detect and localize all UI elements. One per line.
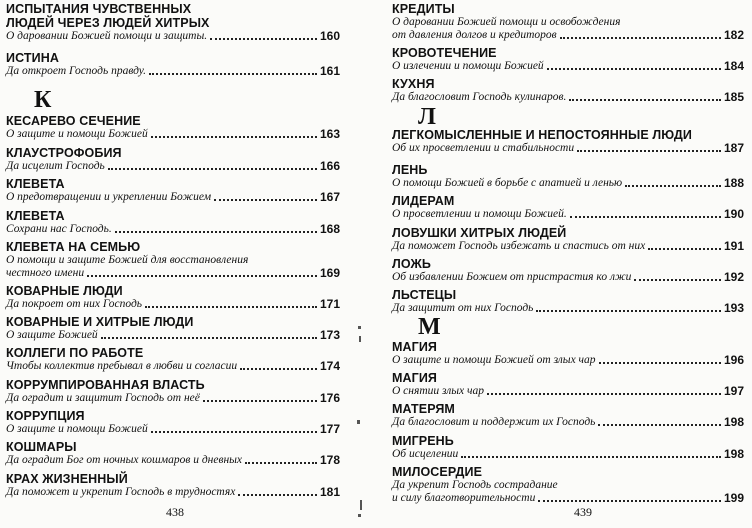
entry-row — [392, 416, 744, 429]
entry-description: О просветлении и помощи Божией. — [392, 208, 567, 220]
entry-title: КОШМАРЫ — [6, 440, 77, 454]
entry-title: КОВАРНЫЕ ЛЮДИ — [6, 284, 123, 298]
entry-row — [392, 448, 744, 461]
entry-description: Да поможет и укрепит Господь в трудностях — [6, 486, 236, 498]
entry-title: МИЛОСЕРДИЕ — [392, 465, 483, 479]
entry-title: КЛЕВЕТА — [6, 177, 65, 191]
toc-entry — [392, 402, 744, 429]
page-number: 169 — [319, 266, 340, 280]
page-number: 173 — [319, 328, 340, 342]
entry-title: ИСТИНА — [6, 51, 59, 65]
leader-dots — [536, 310, 721, 312]
toc-entry — [6, 240, 340, 280]
entry-description: Да поможет Господь избежать и спастись от них — [392, 240, 646, 252]
toc-entry — [392, 163, 744, 190]
toc-entry — [392, 128, 744, 155]
entry-title: КУХНЯ — [392, 77, 435, 91]
entry-row — [6, 191, 340, 204]
entry-description-cont: и силу благотворительности — [392, 492, 536, 504]
leader-dots — [487, 393, 721, 395]
page-number-folio: 438 — [166, 505, 184, 519]
leader-dots — [240, 368, 317, 370]
entry-description: О защите и помощи Божией — [6, 423, 148, 435]
right-page — [392, 0, 744, 528]
page-number: 171 — [319, 297, 340, 311]
leader-dots — [238, 494, 317, 496]
toc-entry — [6, 146, 340, 173]
page-number: 184 — [723, 59, 744, 73]
page-number: 168 — [319, 222, 340, 236]
page-number: 188 — [723, 176, 744, 190]
page-number-folio: 439 — [574, 505, 592, 519]
page-number: 197 — [723, 384, 744, 398]
toc-entry — [6, 472, 340, 499]
entry-row — [6, 65, 340, 78]
section-letter-m: М — [418, 314, 441, 340]
entry-description: Да оградит и защитит Господь от неё — [6, 392, 200, 404]
entry-row — [392, 271, 744, 284]
leader-dots — [145, 306, 317, 308]
leader-dots — [547, 68, 721, 70]
page-number: 193 — [723, 301, 744, 315]
toc-entry — [392, 340, 744, 367]
page-number: 187 — [723, 141, 744, 155]
entry-description-cont: от давления долгов и кредиторов — [392, 29, 557, 41]
page-number: 190 — [723, 207, 744, 221]
entry-description: Да откроет Господь правду. — [6, 65, 147, 77]
leader-dots — [210, 38, 317, 40]
leader-dots — [598, 424, 721, 426]
toc-entry — [392, 288, 744, 315]
toc-entry — [6, 378, 340, 405]
toc-entry — [392, 226, 744, 253]
entry-row — [392, 60, 744, 73]
toc-entry — [6, 2, 340, 43]
page-number: 166 — [319, 159, 340, 173]
entry-description: О даровании Божией помощи и защиты. — [6, 30, 208, 42]
toc-entry — [392, 434, 744, 461]
page-number: 198 — [723, 415, 744, 429]
entry-row — [392, 354, 744, 367]
page-number: 178 — [319, 453, 340, 467]
page-number: 199 — [723, 491, 744, 505]
toc-entry — [6, 315, 340, 342]
entry-row — [392, 385, 744, 398]
entry-title: МАТЕРЯМ — [392, 402, 455, 416]
page-number: 167 — [319, 190, 340, 204]
leader-dots — [577, 150, 721, 152]
left-page — [6, 0, 340, 528]
entry-row — [6, 360, 340, 373]
entry-row — [6, 267, 340, 280]
toc-entry — [6, 177, 340, 204]
entry-title: ЛОЖЬ — [392, 257, 432, 271]
entry-description: О предотвращении и укреплении Божием — [6, 191, 212, 203]
page-number: 176 — [319, 391, 340, 405]
entry-description: О излечении и помощи Божией — [392, 60, 544, 72]
toc-entry — [6, 209, 340, 236]
leader-dots — [151, 136, 317, 138]
page-number: 181 — [319, 485, 340, 499]
entry-title: КРЕДИТЫ — [392, 2, 455, 16]
entry-title: КОРРУМПИРОВАННАЯ ВЛАСТЬ — [6, 378, 205, 392]
entry-description: Об их просветлении и стабильности — [392, 142, 575, 154]
leader-dots — [634, 279, 721, 281]
entry-row — [392, 492, 744, 505]
entry-description: Чтобы коллектив пребывал в любви и согласии — [6, 360, 238, 372]
toc-entry — [392, 371, 744, 398]
entry-title: КРОВОТЕЧЕНИЕ — [392, 46, 497, 60]
page-number: 185 — [723, 90, 744, 104]
entry-row — [392, 208, 744, 221]
entry-row — [6, 128, 340, 141]
page-number: 198 — [723, 447, 744, 461]
section-letter-l: Л — [418, 104, 436, 130]
page-number: 163 — [319, 127, 340, 141]
entry-title: КОРРУПЦИЯ — [6, 409, 85, 423]
entry-row — [392, 240, 744, 253]
entry-row — [392, 177, 744, 190]
entry-title: ИСПЫТАНИЯ ЧУВСТВЕННЫХ ЛЮДЕЙ ЧЕРЕЗ ЛЮДЕЙ ХИТРЫХ — [6, 2, 210, 30]
leader-dots — [108, 168, 317, 170]
entry-title: ЛОВУШКИ ХИТРЫХ ЛЮДЕЙ — [392, 226, 567, 240]
page-number: 192 — [723, 270, 744, 284]
toc-entry — [392, 465, 744, 505]
page-number: 161 — [319, 64, 340, 78]
entry-description-cont: честного имени — [6, 267, 85, 279]
entry-title: МАГИЯ — [392, 371, 437, 385]
leader-dots — [648, 248, 721, 250]
entry-description: Да укрепит Господь сострадание — [392, 479, 558, 491]
entry-row — [6, 329, 340, 342]
toc-entry — [392, 257, 744, 284]
entry-row — [6, 486, 340, 499]
entry-title: ЛЬСТЕЦЫ — [392, 288, 457, 302]
entry-description: Да оградит Бог от ночных кошмаров и дневных — [6, 454, 243, 466]
entry-description: О помощи Божией в борьбе с апатией и ленью — [392, 177, 623, 189]
leader-dots — [203, 400, 317, 402]
toc-entry — [392, 194, 744, 221]
entry-description: Да исцелит Господь — [6, 160, 105, 172]
leader-dots — [245, 462, 317, 464]
entry-description: Да покроет от них Господь — [6, 298, 143, 310]
entry-title: ЛЕНЬ — [392, 163, 428, 177]
leader-dots — [461, 456, 721, 458]
entry-row — [392, 142, 744, 155]
entry-row — [392, 29, 744, 42]
entry-row — [392, 91, 744, 104]
toc-entry — [6, 346, 340, 373]
entry-row — [6, 30, 340, 43]
toc-entry — [392, 77, 744, 104]
toc-entry — [6, 440, 340, 467]
entry-row — [6, 160, 340, 173]
entry-title: ЛЕГКОМЫСЛЕННЫЕ И НЕПОСТОЯННЫЕ ЛЮДИ — [392, 128, 692, 142]
toc-entry — [6, 284, 340, 311]
leader-dots — [149, 73, 317, 75]
toc-entry — [392, 46, 744, 73]
entry-description: О помощи и защите Божией для восстановления — [6, 254, 249, 266]
toc-entry — [392, 2, 744, 42]
leader-dots — [560, 37, 721, 39]
entry-description: Да благословит Господь кулинаров. — [392, 91, 567, 103]
toc-entry — [6, 51, 340, 78]
entry-title: ЛИДЕРАМ — [392, 194, 455, 208]
toc-entry — [6, 114, 340, 141]
entry-description: О защите Божией — [6, 329, 98, 341]
entry-title: МИГРЕНЬ — [392, 434, 454, 448]
page-number: 174 — [319, 359, 340, 373]
entry-description: О защите и помощи Божией — [6, 128, 148, 140]
leader-dots — [569, 99, 721, 101]
entry-row — [6, 223, 340, 236]
page-number: 191 — [723, 239, 744, 253]
page-number: 177 — [319, 422, 340, 436]
leader-dots — [87, 275, 317, 277]
entry-title: КЛЕВЕТА — [6, 209, 65, 223]
leader-dots — [214, 199, 317, 201]
leader-dots — [101, 337, 317, 339]
entry-description: О снятии злых чар — [392, 385, 484, 397]
leader-dots — [625, 185, 721, 187]
entry-row — [6, 298, 340, 311]
entry-description: Да защитит от них Господь — [392, 302, 534, 314]
leader-dots — [570, 216, 721, 218]
entry-title: КОВАРНЫЕ И ХИТРЫЕ ЛЮДИ — [6, 315, 194, 329]
entry-description: Об избавлении Божием от пристрастия ко лжи — [392, 271, 632, 283]
leader-dots — [538, 500, 721, 502]
entry-description: О защите и помощи Божией от злых чар — [392, 354, 596, 366]
entry-description: Да благословит и поддержит их Господь — [392, 416, 596, 428]
toc-entry — [6, 409, 340, 436]
entry-title: КЛЕВЕТА НА СЕМЬЮ — [6, 240, 141, 254]
entry-row — [6, 423, 340, 436]
entry-description: Об исцелении — [392, 448, 459, 460]
entry-row — [6, 454, 340, 467]
entry-title: КЕСАРЕВО СЕЧЕНИЕ — [6, 114, 141, 128]
entry-title: МАГИЯ — [392, 340, 437, 354]
page-number: 196 — [723, 353, 744, 367]
leader-dots — [599, 362, 721, 364]
page-number: 182 — [723, 28, 744, 42]
entry-row — [392, 302, 744, 315]
entry-row — [6, 392, 340, 405]
page-gutter — [352, 300, 378, 528]
section-letter-k: К — [34, 87, 52, 113]
page-number: 160 — [319, 29, 340, 43]
entry-title: КОЛЛЕГИ ПО РАБОТЕ — [6, 346, 144, 360]
entry-description: Сохрани нас Господь. — [6, 223, 112, 235]
leader-dots — [151, 431, 317, 433]
entry-title: КЛАУСТРОФОБИЯ — [6, 146, 122, 160]
entry-description: О даровании Божией помощи и освобождения — [392, 16, 621, 28]
leader-dots — [115, 231, 317, 233]
entry-title: КРАХ ЖИЗНЕННЫЙ — [6, 472, 128, 486]
